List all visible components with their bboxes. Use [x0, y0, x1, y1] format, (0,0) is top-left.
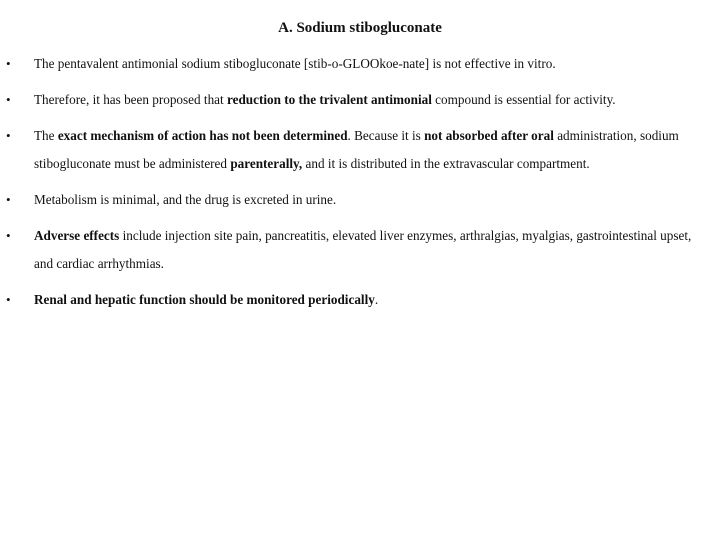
bullet-text: . Because it is [347, 128, 425, 143]
bullet-text: administration, sodium stibogluconate must be administered [34, 128, 679, 171]
bullet-icon: • [6, 192, 11, 207]
bullet-text: compound is essential for activity. [431, 92, 616, 107]
bullet-text: and it is distributed in the extravascular compartment. [302, 156, 590, 171]
bullet-emphasis: parenterally, [230, 156, 303, 171]
bullet-item-monitoring [0, 286, 720, 314]
bullet-text: . [374, 292, 379, 307]
bullet-item-reduction [0, 86, 720, 114]
bullet-emphasis: Adverse effects [34, 228, 120, 243]
bullet-item-mechanism [0, 122, 720, 178]
bullet-list [0, 50, 720, 322]
bullet-emphasis: Renal and hepatic function should be monitored periodically [34, 292, 375, 307]
slide-title: A. Sodium stibogluconate [278, 20, 442, 36]
bullet-icon: • [6, 92, 11, 107]
bullet-icon: • [6, 128, 11, 143]
bullet-text: Metabolism is minimal, and the drug is excreted in urine. [34, 192, 337, 207]
bullet-text: include injection site pain, pancreatitis, elevated liver enzymes, arthralgias, myalgias, gastrointestinal upset, and cardiac arrhythmias. [34, 228, 692, 271]
bullet-icon: • [6, 292, 11, 307]
bullet-emphasis: reduction to the trivalent antimonial [226, 92, 432, 107]
bullet-emphasis: not absorbed after oral [424, 128, 554, 143]
bullet-item-in-vitro [0, 50, 720, 78]
bullet-icon: • [6, 56, 11, 71]
bullet-item-adverse-effects [0, 222, 720, 278]
bullet-item-metabolism [0, 186, 720, 214]
bullet-text: The pentavalent antimonial sodium stibogluconate [stib-o-GLOOkoe-nate] is not effective in vitro. [34, 56, 556, 71]
bullet-text: The [34, 128, 58, 143]
bullet-emphasis: exact mechanism of action has not been determined [57, 128, 348, 143]
bullet-text: Therefore, it has been proposed that [34, 92, 227, 107]
bullet-icon: • [6, 228, 11, 243]
